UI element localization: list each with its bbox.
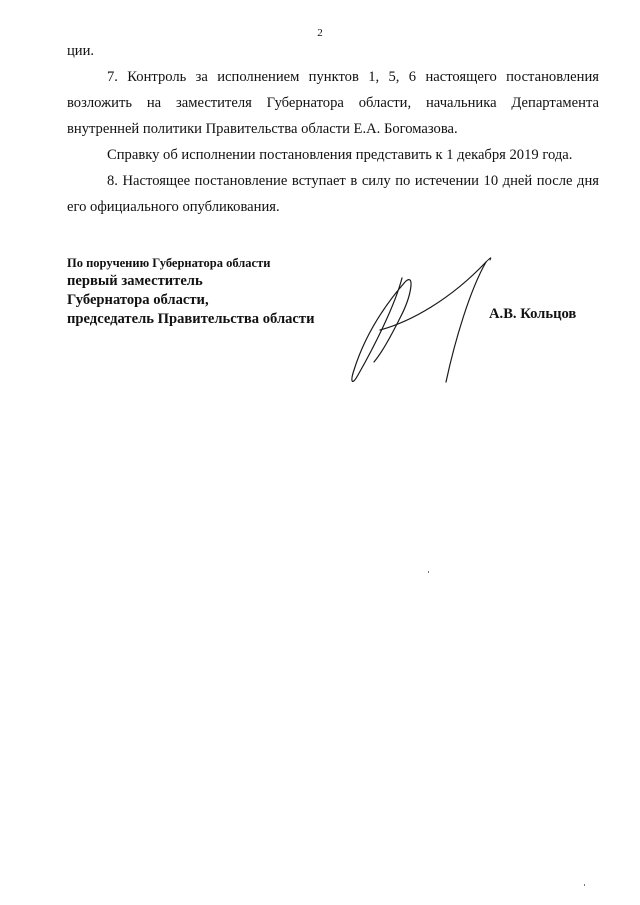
- page-number: 2: [317, 27, 323, 39]
- signer-name: А.В. Кольцов: [489, 306, 577, 322]
- paragraph-item-8: 8. Настоящее постановление вступает в силу по истечении 10 дней после дня его официального опубликования.: [67, 173, 599, 215]
- signatory-position-line-3: председатель Правительства области: [67, 311, 315, 327]
- scan-speck: [584, 884, 585, 886]
- paragraph-report: Справку об исполнении постановления представить к 1 декабря 2019 года.: [107, 147, 573, 163]
- signatory-position-line-2: Губернатора области,: [67, 292, 209, 308]
- signatory-authority-line: По поручению Губернатора области: [67, 256, 271, 270]
- signatory-position-line-1: первый заместитель: [67, 273, 203, 289]
- document-body: [67, 38, 599, 220]
- signatory-title-block: [67, 254, 314, 329]
- scan-speck: [428, 571, 429, 573]
- paragraph-item-7: 7. Контроль за исполнением пунктов 1, 5, 6 настоящего постановления возложить на заместителя Губернатора области, начальника Департамента внутренней политики Правительства области Е.А. Богомазова.: [67, 69, 599, 137]
- handwritten-signature: [340, 250, 500, 390]
- paragraph-continuation: ции.: [67, 43, 95, 59]
